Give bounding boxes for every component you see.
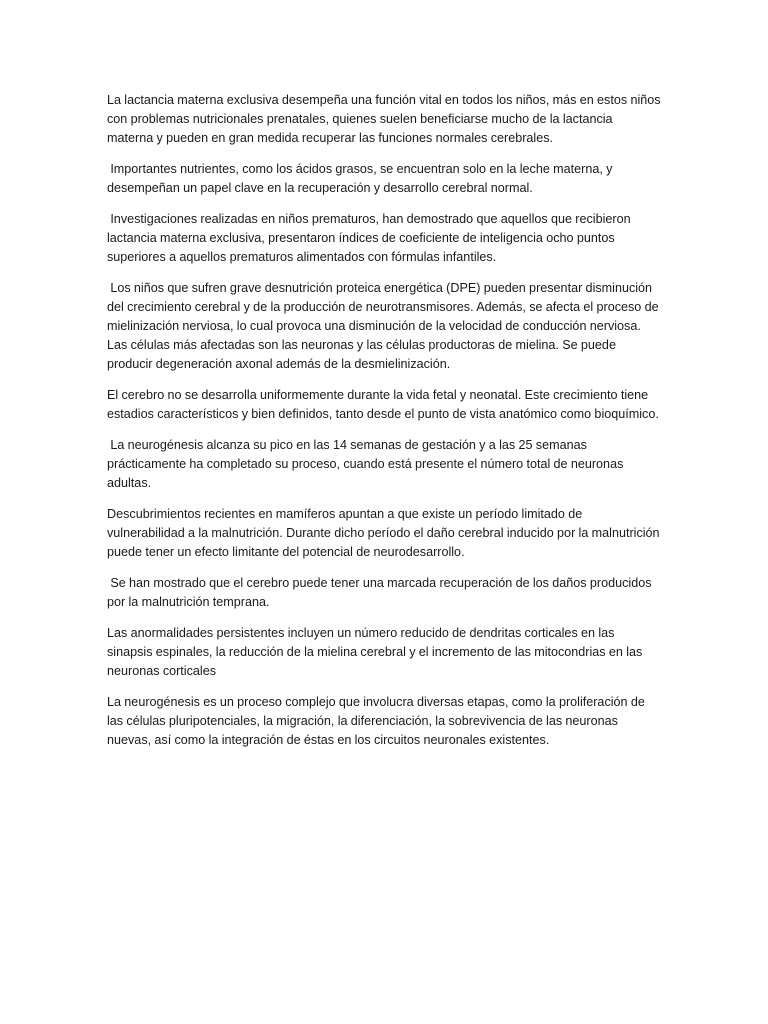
paragraph-3: Investigaciones realizadas en niños prematuros, han demostrado que aquellos que recibieron lactancia materna exclusiva, presentaron índices de coeficiente de inteligencia ocho puntos superiores a aquellos prematuros alimentados con fórmulas infantiles. bbox=[107, 212, 631, 264]
paragraph-8: Se han mostrado que el cerebro puede tener una marcada recuperación de los daños producidos por la malnutrición temprana. bbox=[107, 576, 652, 609]
document-body bbox=[107, 91, 662, 762]
paragraph-10: La neurogénesis es un proceso complejo que involucra diversas etapas, como la proliferación de las células pluripotenciales, la migración, la diferenciación, la sobrevivencia de las neuronas nuevas, así como la integración de éstas en los circuitos neuronales existentes. bbox=[107, 695, 645, 747]
paragraph-6: La neurogénesis alcanza su pico en las 14 semanas de gestación y a las 25 semanas prácticamente ha completado su proceso, cuando está presente el número total de neuronas adultas. bbox=[107, 438, 624, 490]
paragraph-5: El cerebro no se desarrolla uniformemente durante la vida fetal y neonatal. Este crecimiento tiene estadios característicos y bien definidos, tanto desde el punto de vista anatómico como bioquímico. bbox=[107, 388, 659, 421]
paragraph-2: Importantes nutrientes, como los ácidos grasos, se encuentran solo en la leche materna, y desempeñan un papel clave en la recuperación y desarrollo cerebral normal. bbox=[107, 162, 613, 195]
paragraph-7: Descubrimientos recientes en mamíferos apuntan a que existe un período limitado de vulnerabilidad a la malnutrición. Durante dicho período el daño cerebral inducido por la malnutrición puede tener un efecto limitante del potencial de neurodesarrollo. bbox=[107, 507, 660, 559]
paragraph-1: La lactancia materna exclusiva desempeña una función vital en todos los niños, más en estos niños con problemas nutricionales prenatales, quienes suelen beneficiarse mucho de la lactancia materna y pueden en gran medida recuperar las funciones normales cerebrales. bbox=[107, 93, 661, 145]
paragraph-4: Los niños que sufren grave desnutrición proteica energética (DPE) pueden presentar disminución del crecimiento cerebral y de la producción de neurotransmisores. Además, se afecta el proceso de mielinización nerviosa, lo cual provoca una disminución de la velocidad de conducción nerviosa. Las células más afectadas son las neuronas y las células productoras de mielina. Se puede producir degeneración axonal además de la desmielinización. bbox=[107, 281, 659, 371]
paragraph-9: Las anormalidades persistentes incluyen un número reducido de dendritas corticales en las sinapsis espinales, la reducción de la mielina cerebral y el incremento de las mitocondrias en las neuronas corticales bbox=[107, 626, 643, 678]
